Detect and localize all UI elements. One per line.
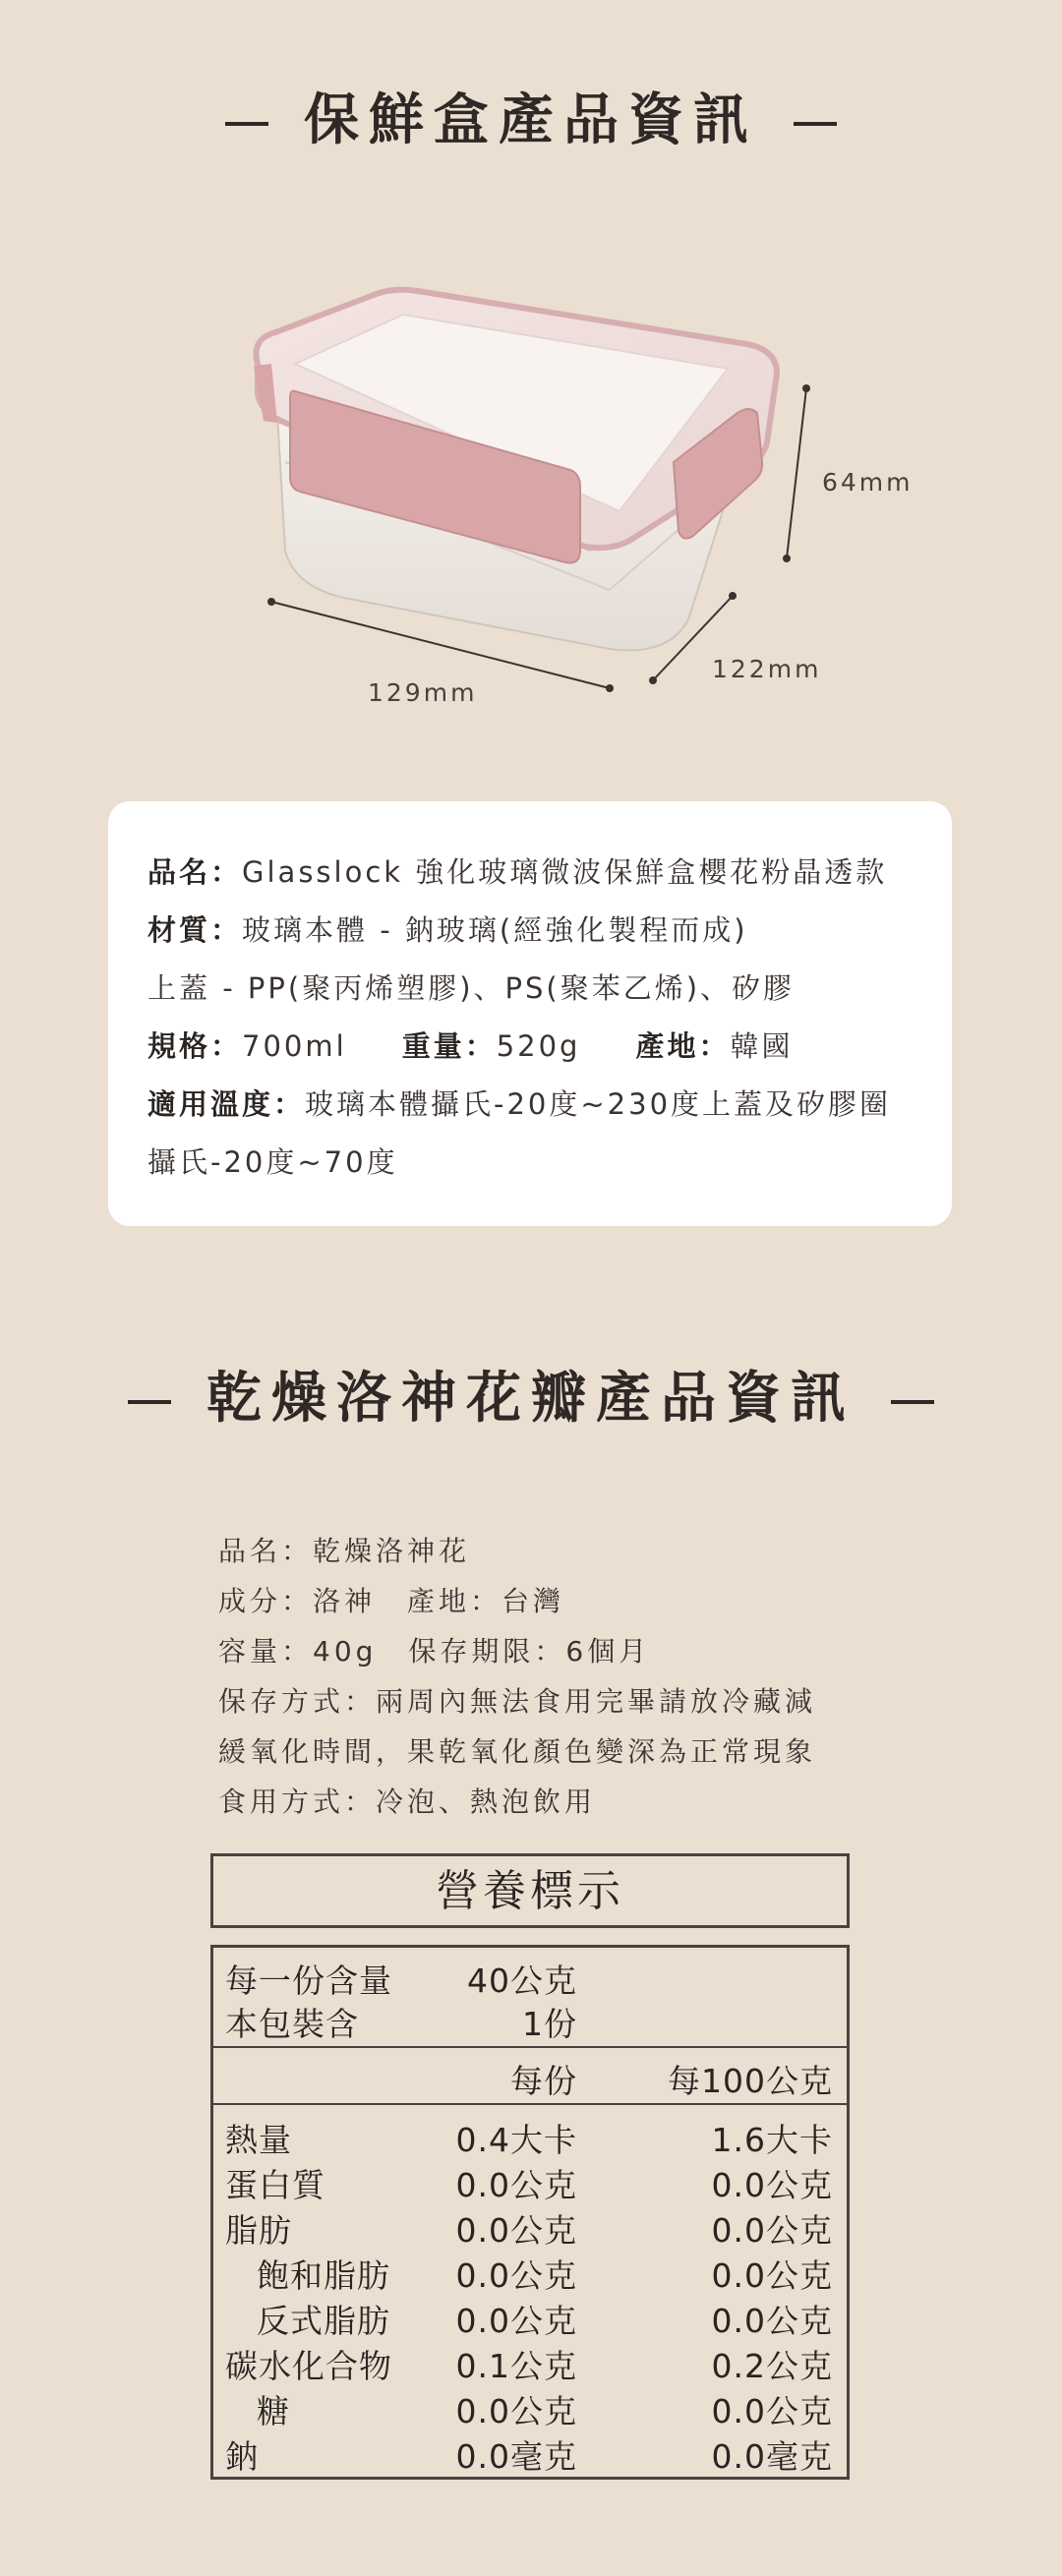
row-per-100g: 0.2公克 <box>711 2347 833 2385</box>
row-per-serving: 0.0公克 <box>455 2392 577 2430</box>
row-per-100g: 0.0公克 <box>711 2211 833 2250</box>
lid-material-line: 上蓋 - PP(聚丙烯塑膠)、PS(聚苯乙烯)、矽膠 <box>148 971 796 1005</box>
row-per-serving: 0.4大卡 <box>455 2121 577 2159</box>
serving-size-value: 40公克 <box>467 1961 577 2000</box>
row-per-100g: 0.0公克 <box>711 2302 833 2340</box>
row-per-100g: 0.0公克 <box>711 2256 833 2295</box>
title-dash-right <box>891 1400 934 1404</box>
row-per-serving: 0.0公克 <box>455 2166 577 2204</box>
product-name-line: 品名：Glasslock 強化玻璃微波保鮮盒櫻花粉晶透款 <box>148 855 888 889</box>
row-per-100g: 0.0公克 <box>711 2392 833 2430</box>
nutrition-table <box>210 1945 850 2480</box>
dried-usage-line: 食用方式：冷泡、熱泡飲用 <box>218 1786 597 1818</box>
dried-ingredient-line: 成分：洛神 產地：台灣 <box>218 1585 565 1617</box>
title-dash-left <box>128 1400 171 1404</box>
height-dimension: 64mm <box>822 468 914 497</box>
dried-name-line: 品名：乾燥洛神花 <box>218 1535 471 1567</box>
row-per-serving: 0.1公克 <box>455 2347 577 2385</box>
temperature-line: 適用溫度：玻璃本體攝氏-20度~230度上蓋及矽膠圈 <box>148 1087 892 1121</box>
row-name: 糖 <box>257 2392 290 2430</box>
dried-storage-line: 保存方式：兩周內無法食用完畢請放冷藏減 <box>218 1685 817 1718</box>
row-name: 蛋白質 <box>225 2166 325 2204</box>
container-info-card <box>108 801 952 1226</box>
row-per-100g: 0.0公克 <box>711 2166 833 2204</box>
row-name: 飽和脂肪 <box>257 2256 390 2295</box>
row-name: 反式脂肪 <box>257 2302 390 2340</box>
row-per-serving: 0.0毫克 <box>455 2437 577 2476</box>
material-line: 材質：玻璃本體 - 鈉玻璃(經強化製程而成) <box>148 913 748 947</box>
row-name: 熱量 <box>225 2121 292 2159</box>
spec-line: 規格：700ml 重量：520g 產地：韓國 <box>148 1029 794 1063</box>
row-per-100g: 1.6大卡 <box>711 2121 833 2159</box>
column-per-serving: 每份 <box>510 2062 577 2100</box>
dried-section-title-text: 乾燥洛神花瓣產品資訊 <box>206 1366 856 1431</box>
row-name: 碳水化合物 <box>225 2347 392 2385</box>
width-dimension: 122mm <box>712 655 822 683</box>
row-per-serving: 0.0公克 <box>455 2256 577 2295</box>
row-per-100g: 0.0毫克 <box>711 2437 833 2476</box>
row-per-serving: 0.0公克 <box>455 2302 577 2340</box>
temperature-line-2: 攝氏-20度~70度 <box>148 1145 398 1179</box>
column-per-100g: 每100公克 <box>668 2062 833 2100</box>
divider <box>213 2046 847 2048</box>
divider <box>213 2103 847 2105</box>
dried-capacity-line: 容量：40g 保存期限：6個月 <box>218 1635 651 1668</box>
dried-section-title <box>0 1355 1062 1434</box>
glass-container-image <box>0 0 1062 747</box>
row-name: 鈉 <box>225 2437 259 2476</box>
servings-per-pack-value: 1份 <box>522 2005 577 2043</box>
container-section-title-text: 保鮮盒產品資訊 <box>304 88 758 152</box>
dried-storage-line-2: 緩氧化時間，果乾氧化顏色變深為正常現象 <box>218 1735 817 1768</box>
servings-per-pack-label: 本包裝含 <box>225 2005 359 2043</box>
length-dimension: 129mm <box>368 678 478 707</box>
serving-size-label: 每一份含量 <box>225 1961 392 2000</box>
row-name: 脂肪 <box>225 2211 292 2250</box>
nutrition-title: 營養標示 <box>210 1853 850 1928</box>
row-per-serving: 0.0公克 <box>455 2211 577 2250</box>
